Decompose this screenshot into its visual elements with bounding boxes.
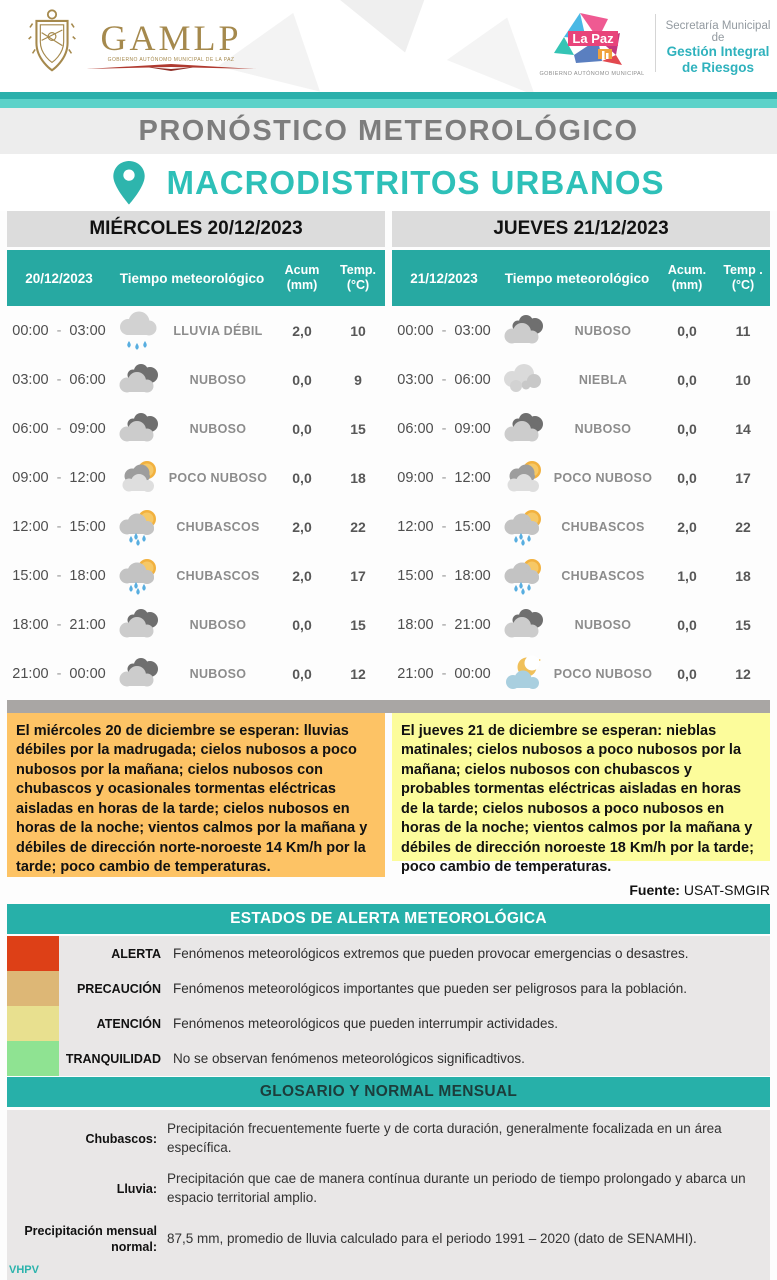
temp-value: 15 xyxy=(735,616,751,633)
time-from: 21:00 xyxy=(12,665,49,682)
time-to: 15:00 xyxy=(69,518,106,535)
alert-level-label: TRANQUILIDAD xyxy=(65,1051,161,1066)
gamlp-crest-icon xyxy=(26,8,78,83)
weather-desc: POCO NUBOSO xyxy=(168,470,268,485)
time-separator: - xyxy=(441,665,447,682)
secretaria-line1: Secretaría Municipal de xyxy=(665,20,771,44)
alert-row xyxy=(7,936,770,971)
acum-value: 2,0 xyxy=(677,518,697,535)
forecast-row xyxy=(392,404,770,453)
weather-desc: CHUBASCOS xyxy=(176,568,260,583)
sun-cloud-icon xyxy=(111,458,163,498)
weather-desc: NUBOSO xyxy=(189,372,247,387)
temp-value: 17 xyxy=(350,567,366,584)
source-line xyxy=(7,877,770,903)
alert-description: Fenómenos meteorológicos importantes que pueden ser peligrosos para la población. xyxy=(173,981,688,996)
temp-value: 14 xyxy=(735,420,751,437)
weather-desc: CHUBASCOS xyxy=(561,519,645,534)
col-acum: Acum (mm) xyxy=(284,263,320,292)
acum-value: 0,0 xyxy=(677,322,697,339)
summary-row xyxy=(7,713,770,877)
time-from: 00:00 xyxy=(12,322,49,339)
glossary-term: Chubascos: xyxy=(85,1131,157,1146)
time-from: 06:00 xyxy=(397,420,434,437)
clouds-icon xyxy=(496,409,548,449)
time-from: 03:00 xyxy=(12,371,49,388)
temp-value: 10 xyxy=(350,322,366,339)
page-subtitle: MACRODISTRITOS URBANOS xyxy=(166,163,665,201)
clouds-icon xyxy=(111,360,163,400)
time-separator: - xyxy=(441,616,447,633)
glossary-term: Precipitación mensual normal: xyxy=(24,1223,157,1254)
col-acum: Acum. (mm) xyxy=(667,263,707,292)
page-header xyxy=(0,0,777,92)
time-from: 00:00 xyxy=(397,322,434,339)
glossary-row xyxy=(7,1164,770,1214)
time-separator: - xyxy=(441,518,447,535)
glossary-definition: Precipitación frecuentemente fuerte y de corta duración, generalmente focalizada en un área específica. xyxy=(167,1121,722,1155)
svg-text:La Paz: La Paz xyxy=(572,31,614,46)
temp-value: 15 xyxy=(350,616,366,633)
header-divider xyxy=(655,14,656,72)
time-range xyxy=(7,470,111,486)
time-from: 18:00 xyxy=(397,616,434,633)
rain-cloud-icon xyxy=(111,311,163,351)
acum-value: 0,0 xyxy=(292,469,312,486)
col-weather: Tiempo meteorológico xyxy=(119,270,265,286)
acum-value: 0,0 xyxy=(292,616,312,633)
time-separator: - xyxy=(56,567,62,584)
time-from: 18:00 xyxy=(12,616,49,633)
time-separator: - xyxy=(56,420,62,437)
time-to: 12:00 xyxy=(454,469,491,486)
footer-initials: VHPV xyxy=(9,1264,39,1276)
time-to: 21:00 xyxy=(69,616,106,633)
time-range xyxy=(7,372,111,388)
glossary-section-header: GLOSARIO Y NORMAL MENSUAL xyxy=(7,1077,770,1107)
time-range xyxy=(392,617,496,633)
glossary-row xyxy=(7,1214,770,1264)
decorative-triangle xyxy=(325,0,444,62)
glossary-list xyxy=(7,1110,770,1280)
time-separator: - xyxy=(56,469,62,486)
clouds-icon xyxy=(111,654,163,694)
temp-value: 17 xyxy=(735,469,751,486)
weather-desc: NUBOSO xyxy=(189,666,247,681)
time-separator: - xyxy=(56,322,62,339)
alert-color-swatch xyxy=(7,1006,59,1041)
time-range xyxy=(392,470,496,486)
temp-value: 12 xyxy=(735,665,751,682)
table-header xyxy=(392,250,770,306)
time-range xyxy=(392,519,496,535)
table-body xyxy=(7,306,385,698)
gamlp-ribbon xyxy=(86,63,256,72)
sun-rain-icon xyxy=(111,556,163,596)
subtitle-band xyxy=(0,154,777,211)
alerts-section-header: ESTADOS DE ALERTA METEOROLÓGICA xyxy=(7,904,770,934)
time-to: 00:00 xyxy=(454,665,491,682)
forecast-row xyxy=(392,306,770,355)
forecast-table-thursday xyxy=(392,250,770,698)
time-separator: - xyxy=(56,665,62,682)
weather-desc: NIEBLA xyxy=(578,372,628,387)
forecast-row xyxy=(392,502,770,551)
forecast-row xyxy=(7,404,385,453)
time-to: 00:00 xyxy=(69,665,106,682)
time-range xyxy=(7,421,111,437)
lapaz-logo xyxy=(539,9,645,77)
time-to: 03:00 xyxy=(454,322,491,339)
alerts-legend xyxy=(7,936,770,1076)
glossary-row xyxy=(7,1114,770,1164)
forecast-row xyxy=(392,355,770,404)
col-date: 21/12/2023 xyxy=(410,270,478,286)
forecast-row xyxy=(7,649,385,698)
time-to: 06:00 xyxy=(454,371,491,388)
alert-description: Fenómenos meteorológicos extremos que pueden provocar emergencias o desastres. xyxy=(173,946,689,961)
sun-cloud-icon xyxy=(496,458,548,498)
location-pin-icon xyxy=(112,160,146,206)
acum-value: 0,0 xyxy=(677,665,697,682)
time-from: 09:00 xyxy=(12,469,49,486)
time-range xyxy=(7,568,111,584)
col-temp: Temp . (°C) xyxy=(723,263,763,292)
time-from: 15:00 xyxy=(12,567,49,584)
acum-value: 0,0 xyxy=(292,665,312,682)
alert-row xyxy=(7,971,770,1006)
forecast-row xyxy=(7,306,385,355)
time-to: 15:00 xyxy=(454,518,491,535)
clouds-icon xyxy=(111,409,163,449)
table-header xyxy=(7,250,385,306)
col-date: 20/12/2023 xyxy=(25,270,93,286)
time-separator: - xyxy=(441,469,447,486)
sun-rain-icon xyxy=(496,556,548,596)
forecast-row xyxy=(392,453,770,502)
time-range xyxy=(7,666,111,682)
sun-rain-icon xyxy=(111,507,163,547)
alert-description: No se observan fenómenos meteorológicos significadtivos. xyxy=(173,1051,525,1066)
time-range xyxy=(7,323,111,339)
acum-value: 2,0 xyxy=(292,518,312,535)
summary-thursday: El jueves 21 de diciembre se esperan: nieblas matinales; cielos nubosos a poco nubosos por la mañana; cielos nubosos con chubascos y probables tormentas eléctricas aisladas en horas de la tarde; cielos nubosos a poco nubosos en horas de la noche; vientos calmos por la mañana y débiles de dirección noroeste 18 Km/h por la tarde; poco cambio de temperaturas. xyxy=(392,713,770,861)
acum-value: 0,0 xyxy=(677,371,697,388)
source-value: USAT-SMGIR xyxy=(683,882,770,898)
page-title: PRONÓSTICO METEOROLÓGICO xyxy=(138,114,639,147)
temp-value: 12 xyxy=(350,665,366,682)
time-range xyxy=(392,568,496,584)
forecast-row xyxy=(392,649,770,698)
weather-desc: POCO NUBOSO xyxy=(553,470,653,485)
gamlp-logo xyxy=(26,8,256,83)
alert-level-label: PRECAUCIÓN xyxy=(76,981,161,996)
alert-level-label: ATENCIÓN xyxy=(96,1016,161,1031)
temp-value: 15 xyxy=(350,420,366,437)
day-headers-row xyxy=(7,211,770,250)
time-range xyxy=(7,519,111,535)
temp-value: 9 xyxy=(354,371,362,388)
time-separator: - xyxy=(56,371,62,388)
acum-value: 0,0 xyxy=(677,420,697,437)
temp-value: 22 xyxy=(350,518,366,535)
time-range xyxy=(392,323,496,339)
time-separator: - xyxy=(56,616,62,633)
forecast-row xyxy=(7,600,385,649)
alert-color-swatch xyxy=(7,1041,59,1076)
forecast-row xyxy=(7,453,385,502)
time-to: 03:00 xyxy=(69,322,106,339)
forecast-row xyxy=(7,502,385,551)
time-range xyxy=(392,372,496,388)
time-to: 06:00 xyxy=(69,371,106,388)
forecast-row xyxy=(392,600,770,649)
time-to: 21:00 xyxy=(454,616,491,633)
temp-value: 22 xyxy=(735,518,751,535)
temp-value: 11 xyxy=(735,322,751,339)
glossary-definition: Precipitación que cae de manera contínua durante un periodo de tiempo prolongado y abarca un espacio territorial amplio. xyxy=(167,1171,746,1205)
acum-value: 0,0 xyxy=(292,420,312,437)
forecast-row xyxy=(392,551,770,600)
clouds-icon xyxy=(496,311,548,351)
clouds-icon xyxy=(496,605,548,645)
teal-accent-bar xyxy=(0,92,777,108)
glossary-definition: 87,5 mm, promedio de lluvia calculado para el periodo 1991 – 2020 (dato de SENAMHI). xyxy=(167,1230,697,1246)
lapaz-caption: GOBIERNO AUTÓNOMO MUNICIPAL xyxy=(539,71,645,77)
time-to: 09:00 xyxy=(454,420,491,437)
summary-wednesday: El miércoles 20 de diciembre se esperan: lluvias débiles por la madrugada; cielos nubosos a poco nubosos por la mañana; cielos nubosos con chubascos y ocasionales tormentas eléctricas aisladas en horas de la tarde; cielos nubosos en horas de la noche; vientos calmos por la mañana y débiles de dirección norte-noroeste 14 Km/h por la tarde; poco cambio de temperaturas. xyxy=(7,713,385,877)
time-from: 21:00 xyxy=(397,665,434,682)
time-from: 03:00 xyxy=(397,371,434,388)
weather-desc: CHUBASCOS xyxy=(561,568,645,583)
source-label: Fuente: xyxy=(629,882,680,898)
time-from: 09:00 xyxy=(397,469,434,486)
alert-row xyxy=(7,1006,770,1041)
acum-value: 0,0 xyxy=(677,616,697,633)
col-weather: Tiempo meteorológico xyxy=(504,270,650,286)
forecast-tables-row xyxy=(7,250,770,698)
alert-description: Fenómenos meteorológicos que pueden interrumpir actividades. xyxy=(173,1016,558,1031)
table-body xyxy=(392,306,770,698)
weather-desc: NUBOSO xyxy=(574,421,632,436)
acum-value: 0,0 xyxy=(292,371,312,388)
time-to: 18:00 xyxy=(454,567,491,584)
sun-rain-icon xyxy=(496,507,548,547)
time-to: 12:00 xyxy=(69,469,106,486)
gamlp-subtext: GOBIERNO AUTÓNOMO MUNICIPAL DE LA PAZ xyxy=(107,56,235,63)
time-range xyxy=(392,421,496,437)
alert-row xyxy=(7,1041,770,1076)
acum-value: 2,0 xyxy=(292,567,312,584)
secretaria-block xyxy=(662,20,774,76)
weather-desc: NUBOSO xyxy=(189,421,247,436)
temp-value: 18 xyxy=(735,567,751,584)
alert-color-swatch xyxy=(7,971,59,1006)
secretaria-line2: Gestión Integral xyxy=(666,44,770,59)
forecast-table-wednesday xyxy=(7,250,385,698)
gamlp-wordmark: GAMLP xyxy=(100,17,242,58)
temp-value: 18 xyxy=(350,469,366,486)
forecast-row xyxy=(7,355,385,404)
time-from: 06:00 xyxy=(12,420,49,437)
time-to: 09:00 xyxy=(69,420,106,437)
weather-desc: NUBOSO xyxy=(189,617,247,632)
weather-desc: POCO NUBOSO xyxy=(553,666,653,681)
weather-desc: LLUVIA DÉBIL xyxy=(173,323,263,338)
time-range xyxy=(7,617,111,633)
temp-value: 10 xyxy=(735,371,751,388)
forecast-row xyxy=(7,551,385,600)
time-from: 12:00 xyxy=(12,518,49,535)
time-separator: - xyxy=(56,518,62,535)
weather-desc: CHUBASCOS xyxy=(176,519,260,534)
time-separator: - xyxy=(441,322,447,339)
section-divider xyxy=(7,700,770,713)
time-to: 18:00 xyxy=(69,567,106,584)
weather-desc: NUBOSO xyxy=(574,617,632,632)
time-separator: - xyxy=(441,567,447,584)
alert-level-label: ALERTA xyxy=(111,946,161,961)
acum-value: 0,0 xyxy=(677,469,697,486)
moon-cloud-icon xyxy=(496,654,548,694)
fog-icon xyxy=(496,360,548,400)
glossary-term: Lluvia: xyxy=(116,1181,157,1196)
time-range xyxy=(392,666,496,682)
lapaz-mosaic-icon xyxy=(546,9,638,69)
alert-color-swatch xyxy=(7,936,59,971)
secretaria-line3: de Riesgos xyxy=(681,60,755,75)
day-header-thursday: JUEVES 21/12/2023 xyxy=(392,211,770,247)
time-separator: - xyxy=(441,371,447,388)
time-separator: - xyxy=(441,420,447,437)
weather-desc: NUBOSO xyxy=(574,323,632,338)
acum-value: 1,0 xyxy=(677,567,697,584)
acum-value: 2,0 xyxy=(292,322,312,339)
title-band xyxy=(0,108,777,154)
time-from: 12:00 xyxy=(397,518,434,535)
col-temp: Temp. (°C) xyxy=(340,263,376,292)
time-from: 15:00 xyxy=(397,567,434,584)
clouds-icon xyxy=(111,605,163,645)
day-header-wednesday: MIÉRCOLES 20/12/2023 xyxy=(7,211,385,247)
